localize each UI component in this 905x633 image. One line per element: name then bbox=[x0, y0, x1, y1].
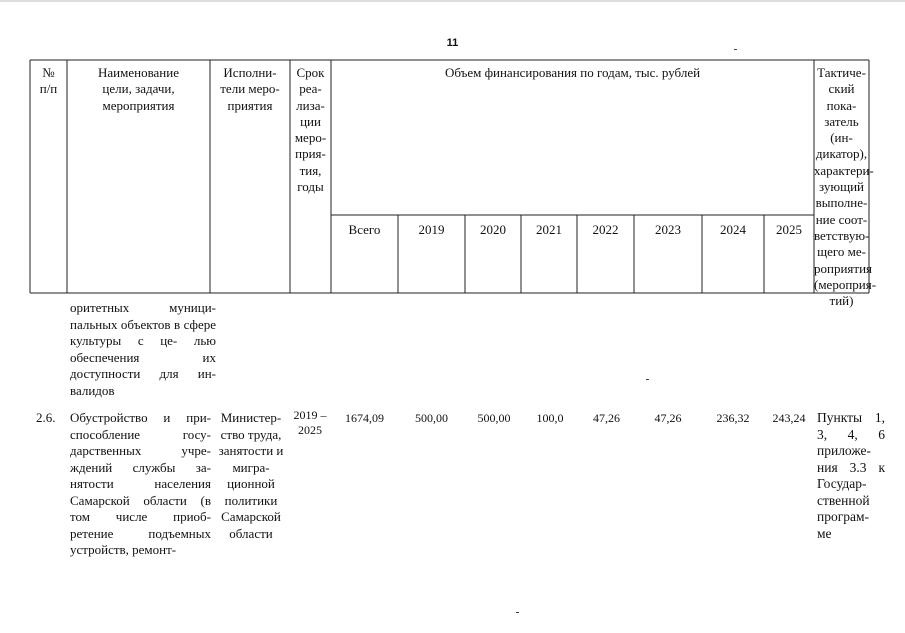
row-name: Обустройство и при- способление госу- дарственных учре- ждений службы за- нятости населения Самарской области (в том числе приоб- ретение подъемных устройств, ремонт- bbox=[70, 410, 211, 557]
value-2024: 236,32 bbox=[716, 411, 750, 425]
scan-speck bbox=[734, 49, 737, 50]
value-2019: 500,00 bbox=[415, 411, 448, 425]
scan-speck bbox=[646, 379, 649, 380]
value-2022: 47,26 bbox=[593, 411, 620, 425]
column-header-2021: 2021 bbox=[536, 222, 562, 237]
column-header-2022: 2022 bbox=[592, 222, 619, 237]
scan-speck bbox=[516, 612, 519, 613]
value-2021: 100,0 bbox=[536, 411, 564, 425]
page-number: 11 bbox=[446, 37, 459, 49]
row-indicator: Пункты 1, 3, 4, 6 приложе- ния 3.3 к Государ- ственной програм- ме bbox=[817, 410, 885, 541]
row-number: 2.6. bbox=[36, 410, 56, 425]
header-name: Наименование цели, задачи, мероприятия bbox=[98, 65, 179, 113]
continuation-text: оритетных муници- пальных объектов в сфере культуры с це- лью обеспечения их доступности для ин- валидов bbox=[70, 300, 216, 398]
header-number: № п/п bbox=[39, 65, 58, 97]
value-2025: 243,24 bbox=[772, 411, 806, 425]
column-header-total: Всего bbox=[348, 222, 381, 237]
column-header-2023: 2023 bbox=[655, 222, 681, 237]
value-2020: 500,00 bbox=[477, 411, 511, 425]
row-term: 2019 – 2025 bbox=[293, 408, 327, 437]
column-header-2025: 2025 bbox=[776, 222, 802, 237]
row-executor: Министер- ство труда, занятости и мигра- ционной политики Самарской области bbox=[218, 410, 284, 541]
column-header-2020: 2020 bbox=[480, 222, 506, 237]
header-term: Срок реа- лиза- ции меро- прия- тия, годы bbox=[294, 65, 327, 195]
column-header-2019: 2019 bbox=[418, 222, 445, 237]
value-total: 1674,09 bbox=[345, 411, 384, 425]
header-executors: Исполни- тели меро- приятия bbox=[220, 65, 280, 113]
header-financing: Объем финансирования по годам, тыс. рублей bbox=[444, 65, 701, 80]
header-indicator: Тактиче- ский пока- затель (ин- дикатор), характери- зующий выполне- ние соот- ветствую- щего ме- роприятия (мероприя- тий) bbox=[814, 65, 877, 309]
column-header-2024: 2024 bbox=[720, 222, 746, 237]
value-2023: 47,26 bbox=[654, 411, 682, 425]
